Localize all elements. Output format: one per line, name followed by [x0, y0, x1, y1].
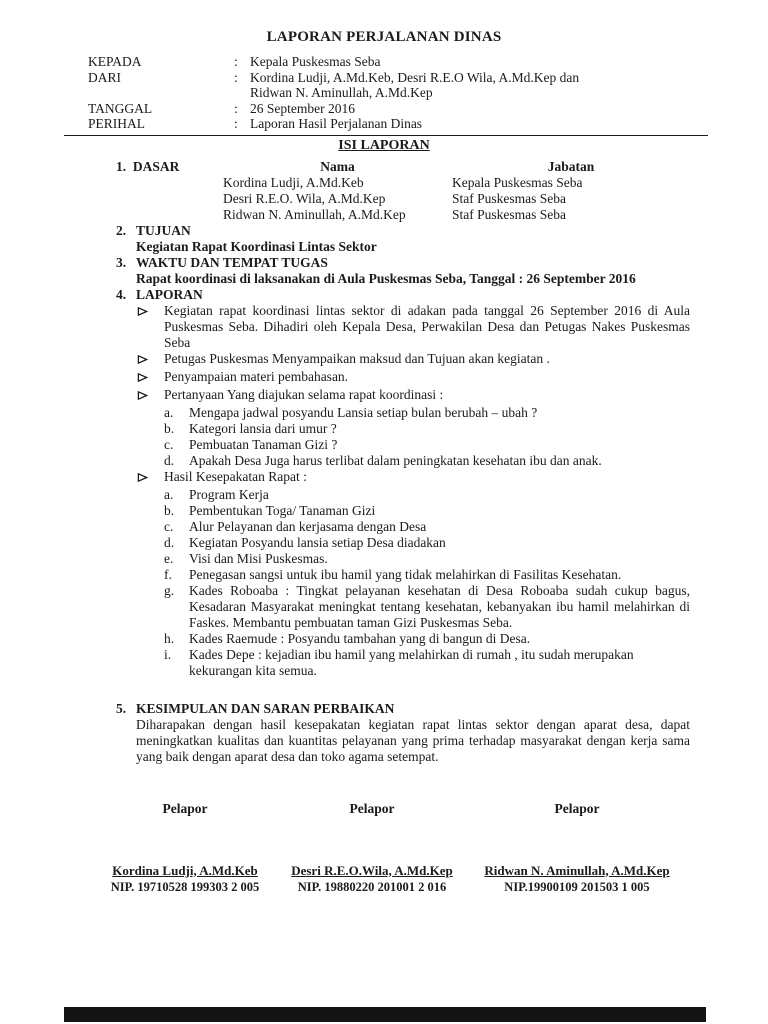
meta-label: PERIHAL: [88, 116, 145, 131]
signature-name: Desri R.E.O.Wila, A.Md.Kep: [291, 862, 453, 878]
section-title: LAPORAN: [136, 286, 203, 302]
sub-item: [64, 583, 690, 631]
section-content: Kegiatan Rapat Koordinasi Lintas Sektor: [136, 238, 377, 254]
sub-item-text: Pembuatan Tanaman Gizi ?: [189, 436, 338, 452]
column-header-nama: Nama: [320, 158, 355, 174]
sub-item-letter: c.: [164, 436, 174, 452]
table-cell-nama: Desri R.E.O. Wila, A.Md.Kep: [223, 190, 386, 206]
sub-item-text: Apakah Desa Juga harus terlibat dalam peningkatan kesehatan ibu dan anak.: [189, 452, 602, 468]
sub-item-text: Alur Pelayanan dan kerjasama dengan Desa: [189, 518, 427, 534]
sub-item: [64, 551, 690, 567]
meta-row-continuation: [64, 85, 704, 101]
section-content: Rapat koordinasi di laksanakan di Aula Puskesmas Seba, Tanggal : 26 September 2016: [136, 270, 636, 286]
bullet-item: [64, 469, 690, 487]
meta-row: [64, 54, 704, 70]
sub-item-text: Kades Depe : kejadian ibu hamil yang melahirkan di rumah , itu sudah merupakan kekurangan kita semua.: [189, 646, 634, 678]
table-cell-nama: Ridwan N. Aminullah, A.Md.Kep: [223, 206, 406, 222]
bullet-text: Penyampaian materi pembahasan.: [164, 368, 349, 384]
sub-item-letter: b.: [164, 420, 175, 436]
sub-item-letter: d.: [164, 452, 175, 468]
meta-block: [64, 54, 704, 132]
sub-item: [64, 405, 690, 421]
meta-value: Ridwan N. Aminullah, A.Md.Kep: [250, 85, 433, 100]
bullet-item: [64, 303, 690, 351]
sub-item-letter: f.: [164, 566, 172, 582]
table-cell-jabatan: Staf Puskesmas Seba: [452, 206, 566, 222]
meta-colon: [234, 85, 250, 101]
meta-label: KEPADA: [88, 54, 142, 69]
section-number: 4.: [116, 286, 127, 302]
meta-colon: :: [234, 54, 238, 69]
sub-item-text: Kades Raemude : Posyandu tambahan yang di bangun di Desa.: [189, 630, 531, 646]
signature-nip: NIP. 19710528 199303 2 005: [110, 879, 260, 894]
sub-item: [64, 567, 690, 583]
meta-colon: :: [234, 100, 238, 116]
divider-line: [64, 135, 708, 136]
meta-label: TANGGAL: [88, 100, 153, 116]
sub-item: [64, 453, 690, 469]
bullet-text: Kegiatan rapat koordinasi lintas sektor di adakan pada tanggal 26 September 2016 di Aula Puskesmas Seba. Dihadiri oleh Kepala Desa, Perwakilan Desa dan Petugas Nakes Puskesmas Seba: [164, 302, 690, 350]
signature-label: Pelapor: [162, 800, 208, 816]
section-title: WAKTU DAN TEMPAT TUGAS: [136, 254, 328, 270]
section-number: 3.: [116, 254, 127, 270]
sub-item-text: Mengapa jadwal posyandu Lansia setiap bulan berubah – ubah ?: [189, 404, 538, 420]
sub-item: [64, 535, 690, 551]
table-cell-nama: Kordina Ludji, A.Md.Keb: [223, 174, 364, 190]
sub-item-letter: g.: [164, 582, 175, 598]
document-title: LAPORAN PERJALANAN DINAS: [266, 29, 502, 45]
section-title: TUJUAN: [136, 222, 191, 238]
meta-row: [64, 116, 704, 132]
sub-item-letter: c.: [164, 518, 174, 534]
bullet-text: Pertanyaan Yang diajukan selama rapat koordinasi :: [164, 386, 444, 402]
sub-item-text: Penegasan sangsi untuk ibu hamil yang tidak melahirkan di Fasilitas Kesehatan.: [189, 566, 622, 582]
signature-name: Ridwan N. Aminullah, A.Md.Kep: [484, 862, 670, 878]
meta-label: DARI: [88, 69, 121, 85]
signature-label: Pelapor: [349, 800, 395, 816]
next-page-bar: [64, 1007, 706, 1022]
sub-item: [64, 487, 690, 503]
meta-colon: :: [234, 69, 238, 85]
signature-column: [467, 801, 687, 895]
bullet-text: Petugas Puskesmas Menyampaikan maksud dan Tujuan akan kegiatan .: [164, 350, 550, 366]
sub-item: [64, 421, 690, 437]
sub-item-letter: a.: [164, 486, 174, 502]
signature-column: [95, 801, 275, 895]
table-cell-jabatan: Kepala Puskesmas Seba: [452, 174, 583, 190]
sub-item: [64, 519, 690, 535]
sub-item-letter: d.: [164, 534, 175, 550]
sub-item-letter: i.: [164, 646, 172, 662]
section-title: 1. DASAR: [116, 158, 180, 174]
signature-label: Pelapor: [554, 800, 600, 816]
sub-item: [64, 631, 690, 647]
section-tujuan: [64, 223, 690, 239]
sub-item-letter: e.: [164, 550, 174, 566]
sub-item: [64, 647, 690, 679]
arrow-right-icon: [137, 469, 164, 487]
section-number: 5.: [116, 700, 127, 716]
signature-block: [64, 801, 704, 895]
meta-value: 26 September 2016: [250, 100, 355, 116]
bullet-item: [64, 387, 690, 405]
signature-nip: NIP.19900109 201503 1 005: [504, 879, 650, 894]
meta-value: Kordina Ludji, A.Md.Keb, Desri R.E.O Wila, A.Md.Kep dan: [250, 69, 580, 85]
sub-item-text: Kategori lansia dari umur ?: [189, 420, 337, 436]
arrow-right-icon: [137, 387, 164, 405]
sub-item-text: Visi dan Misi Puskesmas.: [189, 550, 328, 566]
meta-value: Kepala Puskesmas Seba: [250, 54, 381, 69]
table-cell-jabatan: Staf Puskesmas Seba: [452, 190, 566, 206]
sub-item-text: Kades Roboaba : Tingkat pelayanan kesehatan di Desa Roboaba sudah cukup bagus, Kesadaran Masyarakat meningkat tentang kesehatan, kebanyakan ibu hamil melahirkan di Faskes. Membantu pembuatan taman Gizi Puskesmas Seba.: [189, 582, 690, 630]
bullet-text: Hasil Kesepakatan Rapat :: [164, 468, 307, 484]
meta-label: [88, 85, 234, 101]
sub-item-letter: a.: [164, 404, 174, 420]
meta-row: [64, 101, 704, 117]
sub-item-text: Kegiatan Posyandu lansia setiap Desa diadakan: [189, 534, 446, 550]
body-heading: ISI LAPORAN: [338, 137, 430, 153]
meta-row: [64, 70, 704, 86]
bullet-item: [64, 351, 690, 369]
signature-name: Kordina Ludji, A.Md.Keb: [112, 862, 258, 878]
section-waktu: [64, 255, 690, 271]
sub-item: [64, 437, 690, 453]
arrow-right-icon: [137, 369, 164, 387]
bullet-item: [64, 369, 690, 387]
meta-colon: :: [234, 116, 238, 131]
column-header-jabatan: Jabatan: [547, 158, 595, 174]
signature-column: [277, 801, 467, 895]
section-number: 2.: [116, 222, 127, 238]
arrow-right-icon: [137, 351, 164, 369]
section-paragraph: Diharapakan dengan hasil kesepakatan kegiatan rapat lintas sektor dengan aparat desa, dapat meningkatkan kualitas dan kuantitas pelayanan yang prima terhadap masyarakat dengan kerja sama yang baik dengan aparat desa dan toko agama setempat.: [136, 716, 690, 764]
arrow-right-icon: [137, 303, 164, 351]
section-kesimpulan: [64, 701, 690, 717]
meta-value: Laporan Hasil Perjalanan Dinas: [250, 116, 423, 131]
section-laporan: [64, 287, 690, 303]
sub-item-letter: b.: [164, 502, 175, 518]
signature-nip: NIP. 19880220 201001 2 016: [297, 879, 447, 894]
sub-item: [64, 503, 690, 519]
sub-item-letter: h.: [164, 630, 175, 646]
sub-item-text: Program Kerja: [189, 486, 269, 502]
sub-item-text: Pembentukan Toga/ Tanaman Gizi: [189, 502, 376, 518]
section-dasar: [64, 159, 690, 223]
section-title: KESIMPULAN DAN SARAN PERBAIKAN: [136, 700, 395, 716]
